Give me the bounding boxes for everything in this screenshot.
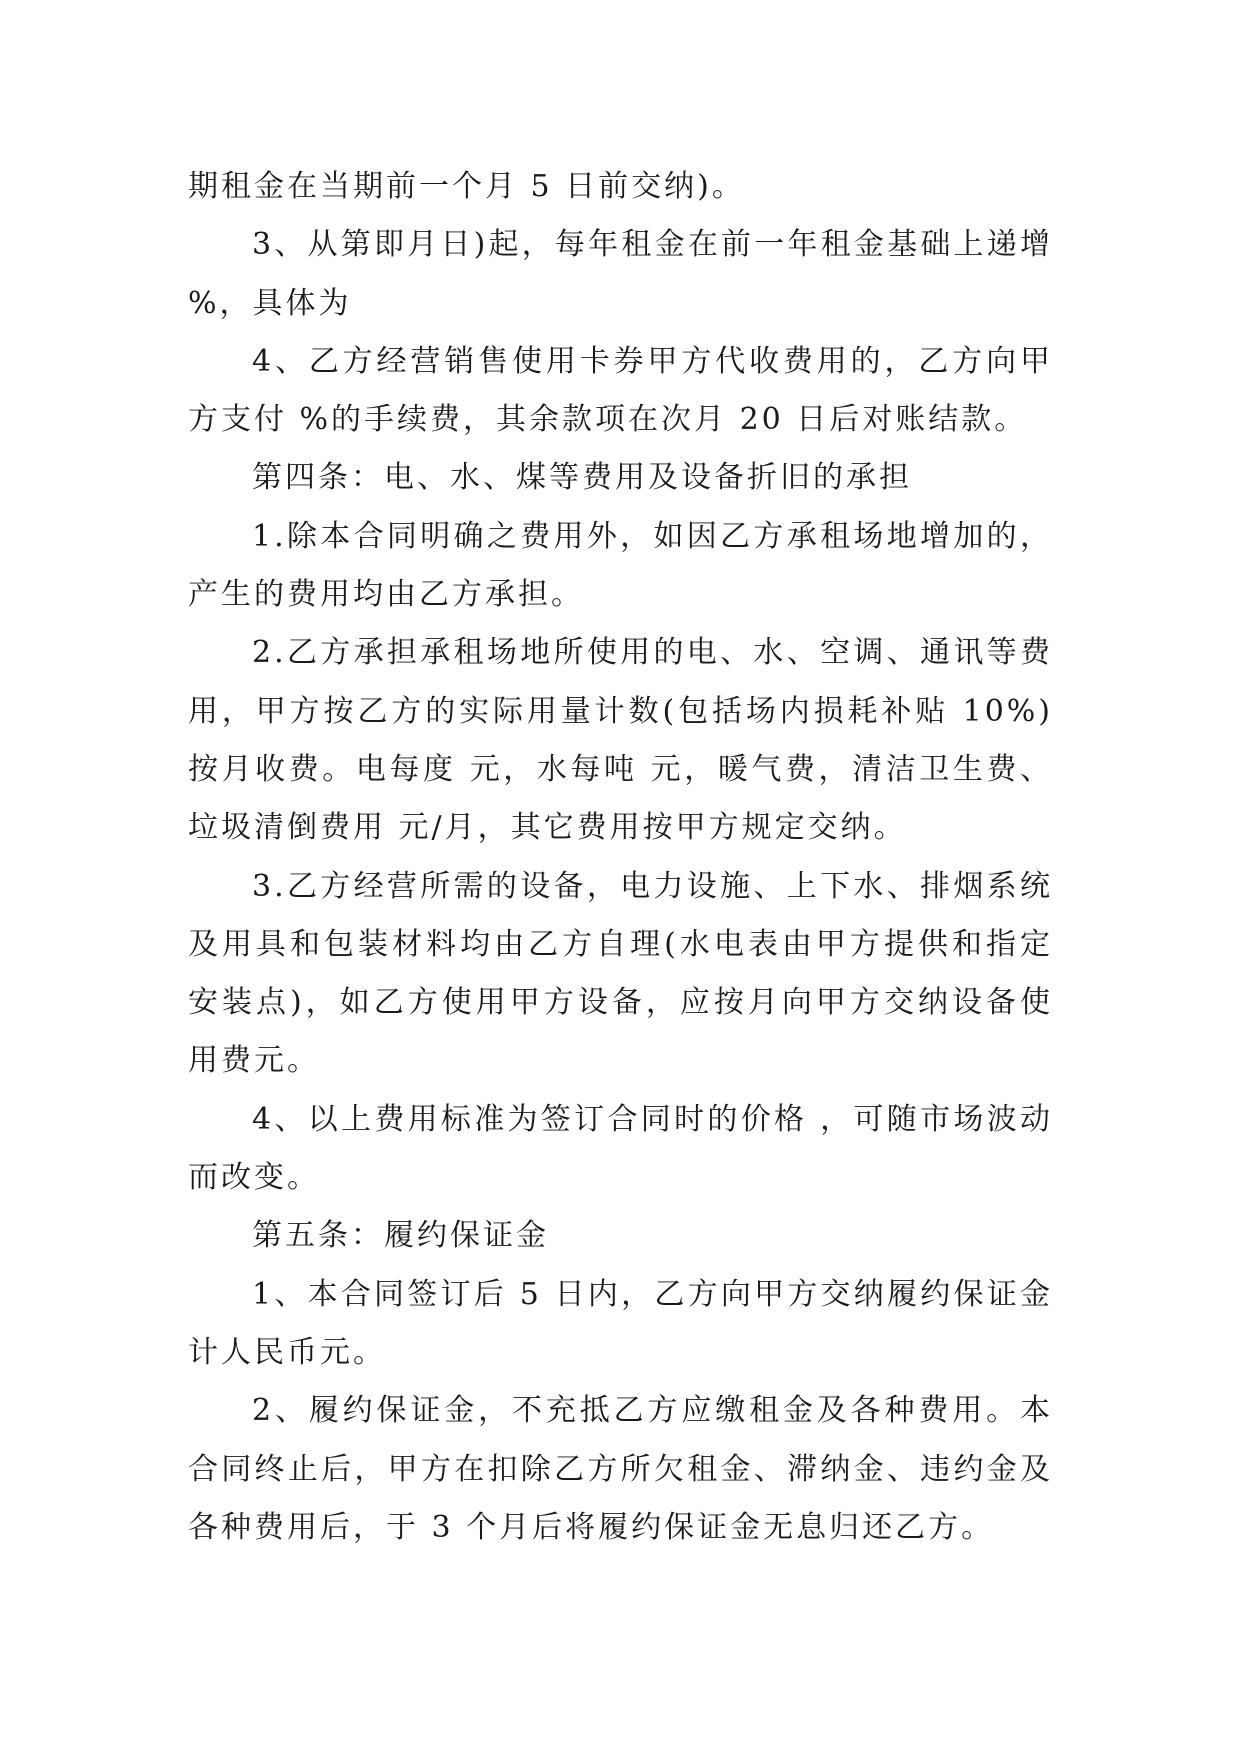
- paragraph-card-fee: 4、乙方经营销售使用卡券甲方代收费用的，乙方向甲方支付 %的手续费，其余款项在次月 20 日后对账结款。: [188, 343, 1053, 438]
- paragraph-article-4-item-2: 2.乙方承担承租场地所使用的电、水、空调、通讯等费用，甲方按乙方的实际用量计数(包括场内损耗补贴 10%)按月收费。电每度 元，水每吨 元，暖气费，清洁卫生费、垃圾清倒费用 元/月，其它费用按甲方规定交纳。: [188, 635, 1053, 846]
- paragraph-article-5-item-1: 1、本合同签订后 5 日内，乙方向甲方交纳履约保证金计人民币元。: [188, 1276, 1053, 1370]
- document-body: [188, 158, 1066, 1557]
- paragraph-rent-increase: 3、从第即月日)起，每年租金在前一年租金基础上递增 %，具体为: [188, 227, 1066, 321]
- paragraph-article-4-item-4: 4、以上费用标准为签订合同时的价格 ，可随市场波动而改变。: [188, 1101, 1053, 1196]
- paragraph-article-4-item-3: 3.乙方经营所需的设备，电力设施、上下水、排烟系统及用具和包装材料均由乙方自理(水电表由甲方提供和指定安装点)，如乙方使用甲方设备，应按月向甲方交纳设备使用费元。: [188, 868, 1053, 1079]
- paragraph-article-5-item-2: 2、履约保证金，不充抵乙方应缴租金及各种费用。本合同终止后，甲方在扣除乙方所欠租金、滞纳金、违约金及各种费用后，于 3 个月后将履约保证金无息归还乙方。: [188, 1393, 1053, 1545]
- section-heading-article-5: 第五条：履约保证金: [252, 1218, 549, 1254]
- paragraph-rent-due: 期租金在当期前一个月 5 日前交纳)。: [188, 169, 745, 204]
- section-heading-article-4: 第四条：电、水、煤等费用及设备折旧的承担: [252, 460, 912, 496]
- paragraph-article-4-item-1: 1.除本合同明确之费用外，如因乙方承租场地增加的，产生的费用均由乙方承担。: [188, 518, 1053, 613]
